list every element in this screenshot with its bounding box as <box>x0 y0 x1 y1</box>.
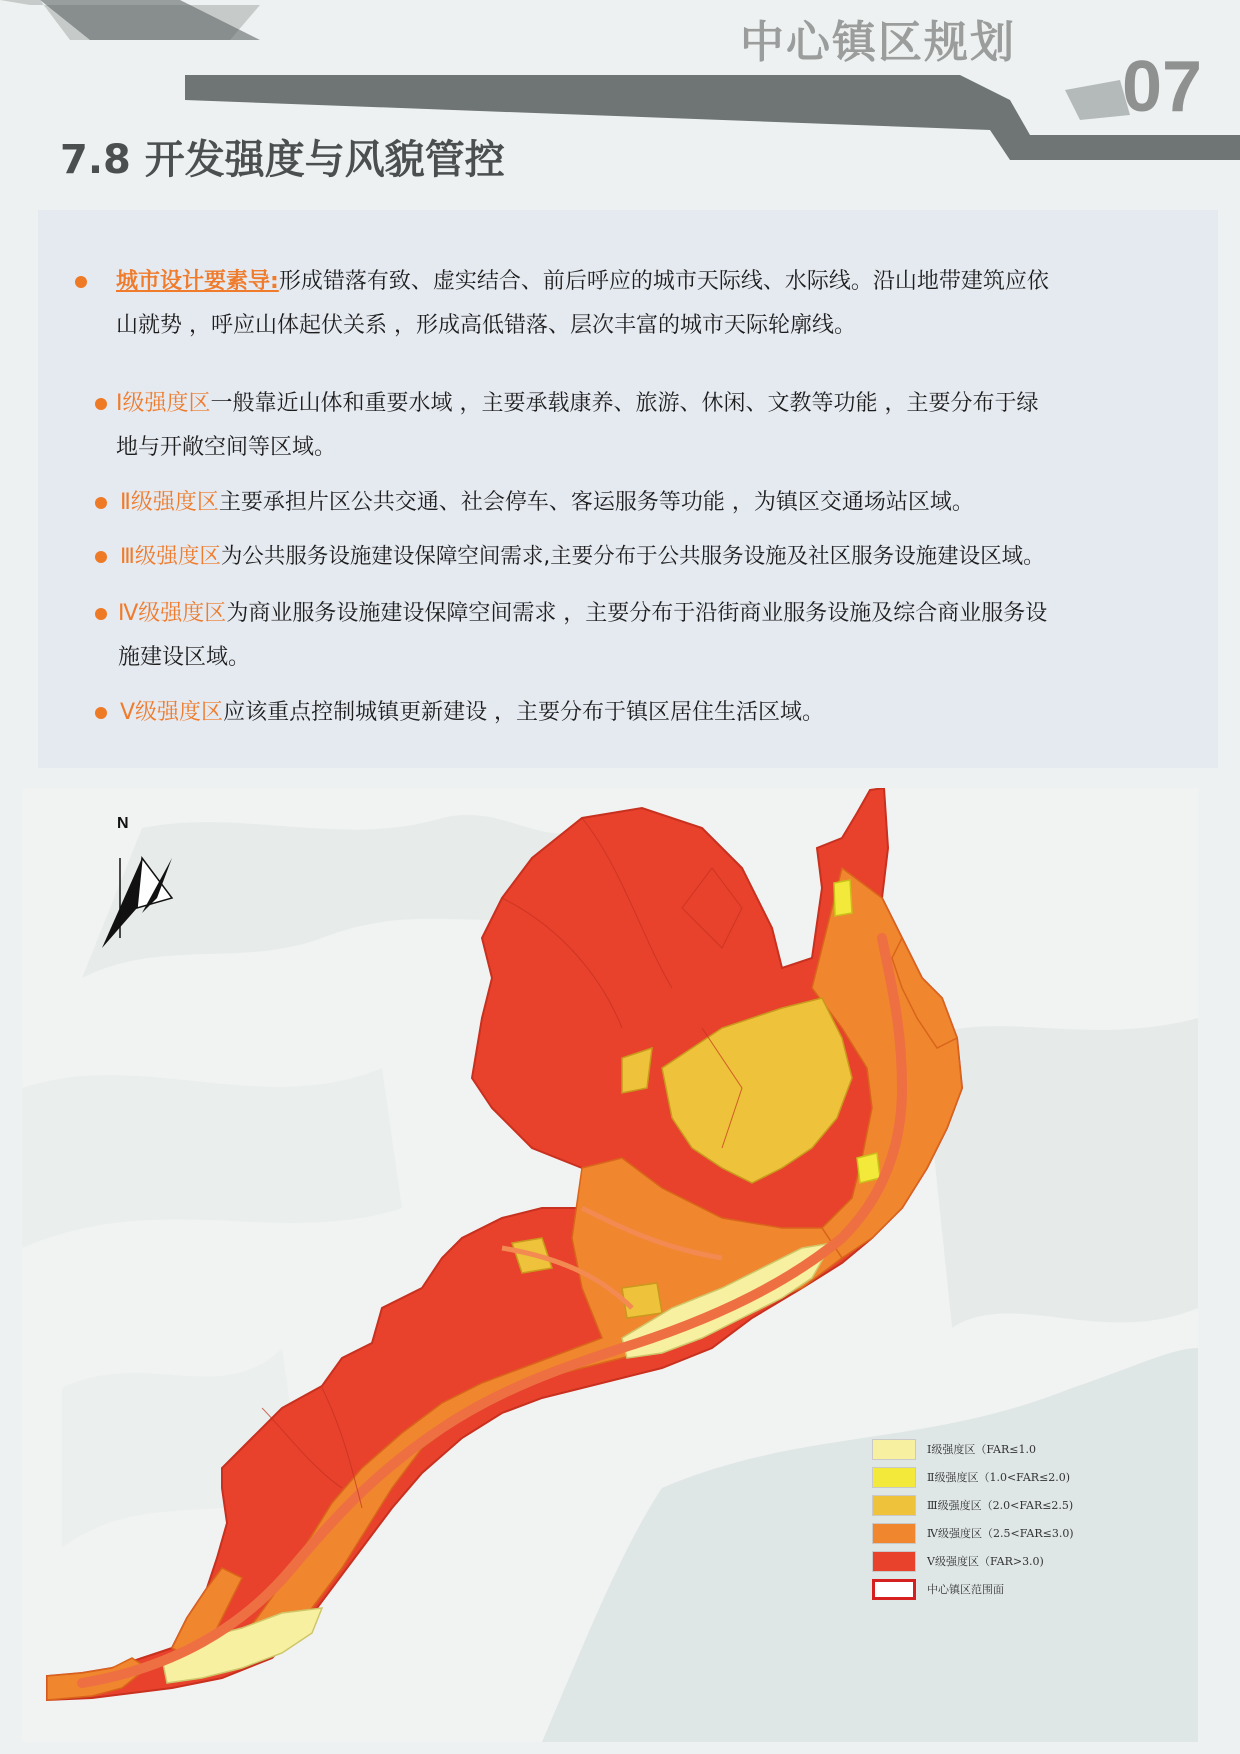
legend-swatch <box>872 1439 916 1460</box>
bullet-dot <box>95 608 107 620</box>
zone-item-2 <box>120 481 1210 525</box>
chapter-title: 中心镇区规划 <box>740 17 1016 68</box>
zone-item-5 <box>120 691 1210 735</box>
zone-2-area <box>834 880 852 916</box>
zone-label: Ⅱ级强度区 <box>120 490 219 515</box>
legend-item <box>872 1548 1172 1576</box>
zone-text: 为公共服务设施建设保障空间需求,主要分布于公共服务设施及社区服务设施建设区域。 <box>220 544 1045 569</box>
zone-text-cont: 地与开敞空间等区域。 <box>116 435 337 460</box>
zone-item-1 <box>116 382 1206 470</box>
bullet-dot <box>95 707 107 719</box>
bullet-dot <box>95 551 107 563</box>
legend-swatch <box>872 1551 916 1572</box>
bullet-dot <box>95 497 107 509</box>
zone-text: 应该重点控制城镇更新建设 ，主要分布于镇区居住生活区域。 <box>223 700 825 725</box>
intro-line-1: 形成错落有致、虚实结合、前后呼应的城市天际线、水际线。沿山地带建筑应依 <box>278 269 1049 294</box>
section-title: 7.8 开发强度与风貌管控 <box>60 137 505 183</box>
legend-swatch <box>872 1495 916 1516</box>
map-legend <box>872 1436 1172 1604</box>
legend-item <box>872 1492 1172 1520</box>
bullet-dot <box>75 276 87 288</box>
legend-item <box>872 1436 1172 1464</box>
zone-3-area <box>622 1283 662 1318</box>
zone-item-4 <box>118 592 1208 680</box>
zone-text: 主要承担片区公共交通、社会停车、客运服务等功能 ，为镇区交通场站区域。 <box>218 490 974 515</box>
legend-label: Ⅳ级强度区（2.5<FAR≤3.0) <box>927 1527 1074 1540</box>
legend-label: Ⅰ级强度区（FAR≤1.0 <box>927 1443 1036 1456</box>
legend-label: Ⅲ级强度区（2.0<FAR≤2.5) <box>927 1499 1074 1512</box>
legend-swatch <box>872 1467 916 1488</box>
legend-label: Ⅱ级强度区（1.0<FAR≤2.0) <box>927 1471 1071 1484</box>
zone-text: 为商业服务设施建设保障空间需求 ，主要分布于沿街商业服务设施及综合商业服务设 <box>226 601 1048 626</box>
zone-text-cont: 施建设区域。 <box>118 645 251 670</box>
legend-item <box>872 1520 1172 1548</box>
intensity-map <box>22 788 1198 1742</box>
terrain-patch <box>922 1018 1198 1328</box>
zone-label: Ⅴ级强度区 <box>120 700 224 725</box>
legend-swatch <box>872 1523 916 1544</box>
legend-item <box>872 1576 1172 1604</box>
intro-label: 城市设计要素导: <box>116 269 279 294</box>
legend-label: 中心镇区范围面 <box>927 1583 1004 1596</box>
zone-item-3 <box>120 535 1220 579</box>
zone-label: Ⅰ级强度区 <box>116 391 211 416</box>
legend-label: Ⅴ级强度区（FAR>3.0) <box>927 1555 1044 1568</box>
zone-label: Ⅲ级强度区 <box>120 544 221 569</box>
intro-line-2: 山就势 ，呼应山体起伏关系 ，形成高低错落、层次丰富的城市天际轮廓线。 <box>116 313 856 338</box>
text-panel <box>38 210 1218 768</box>
chapter-number: 07 <box>1122 47 1203 127</box>
zone-label: Ⅳ级强度区 <box>118 601 227 626</box>
zone-text: 一般靠近山体和重要水域 ，主要承载康养、旅游、休闲、文教等功能 ，主要分布于绿 <box>210 391 1039 416</box>
intro-paragraph <box>116 260 1206 348</box>
bullet-dot <box>95 398 107 410</box>
north-label: N <box>117 815 129 832</box>
zone-2-area <box>857 1153 880 1183</box>
legend-swatch <box>872 1579 916 1600</box>
legend-item <box>872 1464 1172 1492</box>
